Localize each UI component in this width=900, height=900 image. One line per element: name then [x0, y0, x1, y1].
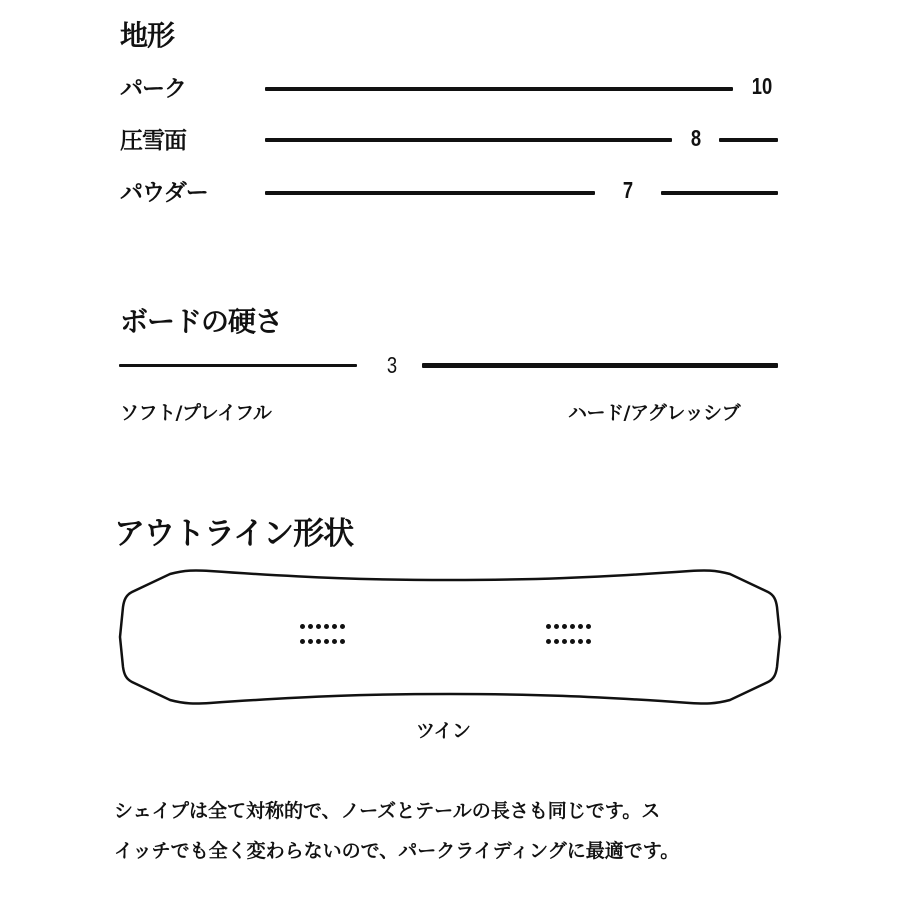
powder-scale-line-left [265, 191, 595, 195]
insert-dot [554, 624, 559, 629]
groomed-scale-line-left [265, 138, 672, 142]
insert-dot [340, 624, 345, 629]
stiffness-line-right [422, 363, 778, 368]
insert-dot [316, 639, 321, 644]
insert-dot [562, 624, 567, 629]
insert-dot [324, 639, 329, 644]
insert-dot [578, 639, 583, 644]
insert-dot [332, 639, 337, 644]
insert-dot [324, 624, 329, 629]
stiffness-title: ボードの硬さ [120, 305, 283, 338]
rear-binding-inserts [546, 624, 594, 644]
stiffness-hard-label: ハード/アグレッシブ [568, 402, 741, 424]
outline-shape-label: ツイン [416, 720, 471, 742]
terrain-label-groomed: 圧雪面 [120, 128, 186, 154]
outline-title: アウトライン形状 [114, 516, 354, 552]
powder-score: 7 [622, 177, 634, 203]
snowboard-outline-icon [110, 562, 790, 712]
insert-dot [546, 639, 551, 644]
terrain-label-powder: パウダー [120, 180, 208, 206]
powder-scale-line-right [661, 191, 778, 195]
insert-dot [586, 624, 591, 629]
front-binding-inserts [300, 624, 348, 644]
stiffness-soft-label: ソフト/プレイフル [120, 402, 272, 424]
stiffness-score: 3 [386, 352, 398, 378]
description-line-2: イッチでも全く変わらないので、パークライディングに最適です。 [114, 840, 680, 862]
insert-dot [570, 624, 575, 629]
insert-dot [300, 639, 305, 644]
terrain-label-park: パーク [120, 76, 186, 102]
insert-dot [562, 639, 567, 644]
insert-dot [340, 639, 345, 644]
insert-dot [308, 624, 313, 629]
insert-dot [570, 639, 575, 644]
insert-dot [332, 624, 337, 629]
groomed-scale-line-right [719, 138, 778, 142]
insert-dot [586, 639, 591, 644]
insert-dot [546, 624, 551, 629]
insert-dot [300, 624, 305, 629]
insert-dot [554, 639, 559, 644]
description-line-1: シェイプは全て対称的で、ノーズとテールの長さも同じです。ス [114, 800, 661, 822]
terrain-title: 地形 [120, 19, 175, 52]
insert-dot [308, 639, 313, 644]
groomed-score: 8 [690, 125, 702, 151]
insert-dot [578, 624, 583, 629]
insert-dot [316, 624, 321, 629]
park-scale-line [265, 87, 733, 91]
park-score: 10 [751, 73, 773, 99]
stiffness-line-left [119, 364, 357, 367]
